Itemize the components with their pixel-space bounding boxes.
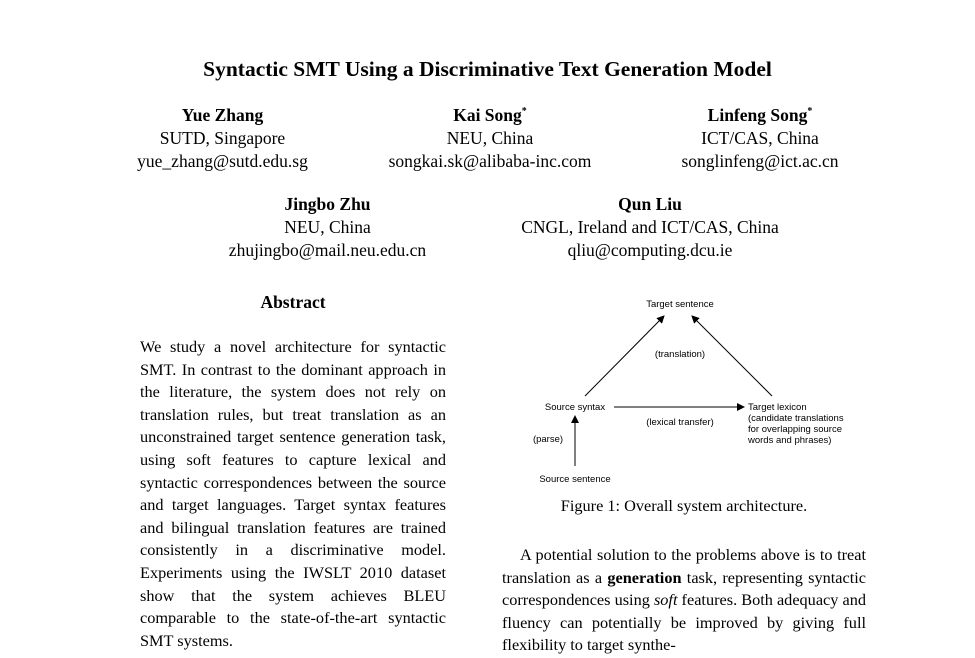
arrow-translation <box>585 316 664 396</box>
target-lexicon-note-line: (candidate translations <box>748 413 844 424</box>
edge-label-lexical-transfer: (lexical transfer) <box>646 417 714 428</box>
edge-label-translation: (translation) <box>654 349 706 360</box>
architecture-figure <box>502 290 866 490</box>
author-mark: * <box>807 106 813 117</box>
author-name: Yue Zhang <box>181 104 264 125</box>
author-email: yue_zhang@sutd.edu.sg <box>137 150 308 171</box>
author-email: qliu@computing.dcu.ie <box>567 240 733 260</box>
target-lexicon-note-line: words and phrases) <box>748 435 832 446</box>
body-italic-term: soft <box>653 590 678 610</box>
author-block <box>205 193 450 262</box>
node-source-syntax: Source syntax <box>544 402 606 413</box>
author-affiliation: ICT/CAS, China <box>701 127 819 148</box>
author-email: zhujingbo@mail.neu.edu.cn <box>228 240 427 260</box>
abstract-heading: Abstract <box>260 292 326 312</box>
author-name: Jingbo Zhu <box>284 194 371 214</box>
author-mark: * <box>521 106 527 117</box>
author-affiliation: NEU, China <box>446 127 534 148</box>
body-text: task, representing syntactic correspondences using <box>502 567 866 610</box>
body-text: features. Both adequacy and fluency can potentially be improved by giving full flexibility to target synthe- <box>502 590 867 655</box>
node-target-sentence: Target sentence <box>646 299 714 310</box>
target-lexicon-note-line: for overlapping source <box>748 424 842 435</box>
architecture-diagram <box>502 290 866 490</box>
body-paragraph <box>502 544 866 657</box>
author-block <box>120 100 325 173</box>
author-email: songkai.sk@alibaba-inc.com <box>388 150 592 171</box>
author-block <box>490 193 810 262</box>
author-block <box>655 100 865 173</box>
author-name: Qun Liu <box>618 194 682 214</box>
body-text: A potential solution to the problems above is to treat translation as a <box>502 545 866 587</box>
node-target-lexicon: Target lexicon <box>748 402 807 413</box>
author-name: Kai Song <box>453 104 522 125</box>
author-affiliation: NEU, China <box>284 217 371 237</box>
node-source-sentence: Source sentence <box>539 474 611 485</box>
figure-caption: Figure 1: Overall system architecture. <box>560 496 808 515</box>
edge-label-parse: (parse) <box>532 434 564 445</box>
author-email: songlinfeng@ict.ac.cn <box>681 150 839 171</box>
paper-title: Syntactic SMT Using a Discriminative Text Generation Model <box>203 57 772 81</box>
author-block <box>360 100 620 173</box>
author-name: Linfeng Song <box>707 104 808 125</box>
author-affiliation: SUTD, Singapore <box>159 127 286 148</box>
author-affiliation: CNGL, Ireland and ICT/CAS, China <box>521 217 779 237</box>
body-bold-term: generation <box>607 567 682 587</box>
abstract-text: We study a novel architecture for syntactic SMT. In contrast to the dominant approach in the literature, the system does not rely on translation rules, but treat translation as an unconstrained target sentence generation task, using soft features to capture lexical and syntactic correspondences between the source and target languages. Target syntax features and bilingual translation features are trained consistently in a discriminative model. Experiments using the IWSLT 2010 dataset show that the system achieves BLEU comparable to the state-of-the-art syntactic SMT systems. <box>140 337 446 650</box>
